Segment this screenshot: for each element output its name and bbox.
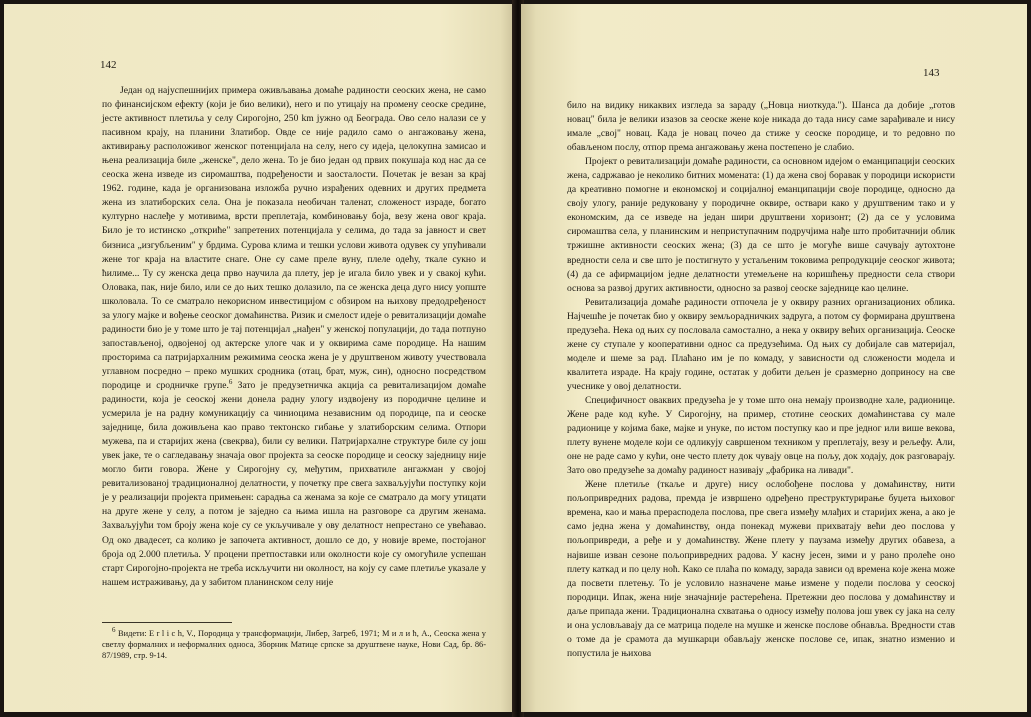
footnote-number: 6 (112, 626, 116, 635)
page-number-right: 143 (923, 67, 940, 79)
footnote (102, 628, 486, 661)
page-number-left: 142 (100, 59, 117, 71)
paragraph: Специфичност оваквих предузећа је у томе што она немају производне хале, радионице. Жене раде код куће. У Сирогојну, на пример, стотине сеоских домаћинстава су мале радионице у којима баке, мајке и унуке, по истом поступку као и пре једног или више векова, плету вунене моделе који се одликују савршеном техником у преплетају, везу и рељефу. Али, оне не раде само у кући, оне често плету док чувају овце на пољу, док ходају, док разговарају. Зато ово предузеће за домаћу радиност називају „фабрика на ливади". (567, 394, 955, 477)
paragraph: Жене плетиље (ткаље и друге) нису ослобођене послова у домаћинству, нити пољопривредних радова, премда је извршено одређено преструктурирање буџета њиховог времена, као и мања прерасподела послова, пре свега између млађих и старијих жена, а ако је само једна жена у домаћинству, онда понекад мужеви прихватају већи део послова у пољопривреди, а ређе и у домаћинству. Жене плету у паузама између других обавеза, а највише изван сезоне пољопривредних радова. У касну јесен, зими и у рано пролеће оно плету каткад и по целу ноћ. Како се плаћа по комаду, зарада зависи од времена које жена може да посвети плетењу. То је условило назначене мање измене у подели послова у сеоској породици. Ипак, жена није значајније растерећена. Претежни део послова у домаћинству и даље припада жени. Традиционална схватања о односу између полова још увек су јака на селу и она условљавају да се матрица поделе на мушке и женске послове обнавља. Вредности став о томе да је срамота да мушкарци обављају женске послове се, ипак, знатно изменио и попустила је њихова (567, 479, 955, 659)
right-body-text (567, 99, 955, 661)
footnote-rule (102, 622, 232, 623)
footnote-marker: 6 (228, 377, 233, 386)
paragraph: Један од најуспешнијих примера оживљавања домаће радиности сеоских жена, не само по финансијском ефекту (који је био велики), него и по утицају на промену сеоске средине, јесте активност плетиља у селу Сирогојно, 250 km јужно од Београда. Ово село налази се у пасивном крају, на планини Златибор. Овде се није радило само о ангажовању жена, активирању расположивог женског потенцијала на селу, него су идеја, целокупна замисао и њена реализација биле „женске", дело жена. То је био један од првих покушаја код нас да се сеоска жена изведе из сиромаштва, подређености и заосталости. Почетак је везан за крај 1962. године, када је организована изложба ручно израђених одевних и других предмета жена из златиборских села. Она је показала необичан таленат, сложеност израде, богато културно наслеђе у мотивима, врсти преплетаја, комбиновању боја, везу жена овог краја. Било је то истинско „откриће" запретених потенцијала у селима, до тада за јавност и свет бизниса „изгубљеним" у брдима. Сурова клима и тешки услови живота одувек су упућивали жене тог краја на властите снаге. Оне су саме преле вуну, плеле одећу, ткале сукно и ћилиме... Ту су женска деца прво научила да плету, јер је игала било увек и у свакој кући. Оловака, пак, није било, или се до њих тешко долазило, па се женска деца дуго нису уопште школовала. То се сматрало некорисном инвестицијом с обзиром на њихову предодређеност за улогу мајке и вођење сеоског домаћинства. Ризик и смелост идеје о ревитализацији домаће радиности био је у томе што је тај потенцијал „нађен" у женској популацији, до тада потпуно запостављеној, одвојеној од актерске улоге чак и у оквирима саме породице. На нашим просторима са патријархалним режимима сеоска жена је у друштвеном животу учествовала углавном посредно – преко мушких сродника (отац, брат, муж, син), односно посредством породице и сродничке групе.$^6$ Зато је предузетничка акција са ревитализацијом домаће радиности, која је сеоској жени донела радну улогу издвојену из породичне целине и усмерила је на радну комуникацију са чиниоцима независним од породице, па и сеоске заједнице, била доживљена као право тектонско гибање у златиборским селима. Отпори мужева, па и старијих жена (свекрва), били су велики. Патријархалне структуре биле су још увек јаке, те о сагледавању значаја овог пројекта за сеоске породице и сеоску заједницу није могло бити говора. Жене у Сирогојну су, међутим, прихватиле ангажман у својој ревитализованој традиционалној делатности, у почетку пре свега захваљујући поступку који је у реализацији пројекта примењен: сарадња са женама за које се сматрало да могу утицати на друге жене у селу, а потом је заједно са њима ишла на разговоре са другим женама. Захваљујући том броју жена које су се укључивале у ову делатност непрестано се увећавао. Од око двадесет, са колико је започета активност, дошло се до, у новије време, постојаног броја од 2.000 плетиља. У процени претпоставки или околности које су омогућиле успешан старт Сирогојно-пројекта не треба искључити ни околност, на коју су саме плетиље указале у нашем истраживању, да у забитом планинском селу није (102, 85, 486, 588)
footnote-text: Видети: E r l i c h, V., Породица у трансформацији, Либер, Загреб, 1971; М и л и ћ, А., Сеоска жена у светлу формалних и неформалних односа, Зборник Матице српске за друштвене науке, Нови Сад, бр. 86-87/1989, стр. 9-14. (102, 629, 486, 660)
paragraph: било на видику никаквих изгледа за зараду („Новца ниоткуда."). Шанса да добије „готов новац" била је велики изазов за сеоске жене које никада до тада нису саме зарађивале и нису имале „свој" новац. Када је новац почео да стиже у сеоске породице, и то редовно по обављеном послу, отпор према ангажовању жена постепено је слабио. (567, 100, 955, 154)
paragraph: Пројект о ревитализацији домаће радиности, са основном идејом о еманципацији сеоских жена, садржавао је неколико битних момената: (1) да жена свој боравак у породици искористи да креативно помогне и економској и социјалној еманципацији своје породице, односно да своју улогу, раније редуковану у породичне оквире, оствари како у друштвеним тако и у економским, да се изведе на један шири друштвени хоризонт; (2) да се у условима сиромаштва села, у планинским и неприступачним подручјима нађе што пробитачнији облик тржишне активности сеоских жена; (3) да се што је могуће више сачувају аутохтоне вредности села и све што је постигнуто у устаљеним токовима репродукције сеоског живота; (4) да се афирмацијом једне делатности утемељене на коришћењу предности села створи основа за развој других активности, односно за развој сеоске заједнице као целине. (567, 156, 955, 294)
right-page (521, 4, 1027, 712)
left-body-text (102, 84, 486, 590)
left-page (4, 4, 516, 712)
paragraph: Ревитализација домаће радиности отпочела је у оквиру разних организационих облика. Најчешће је почетак био у оквиру земљорадничких задруга, а потом су формирана друштвена предузећа. Нека од њих су пословала самостално, а нека у оквиру већих организација. Сеоске жене су ступале у кооперативни однос са предузећима. Од њих су добијале сав материјал, моделе и шеме за рад. Плаћано им је по комаду, у зависности од сложености модела и квалитета израде. На крају године, остатак у добити дељен је сразмерно доприносу на све учеснике у овој делатности. (567, 296, 955, 392)
